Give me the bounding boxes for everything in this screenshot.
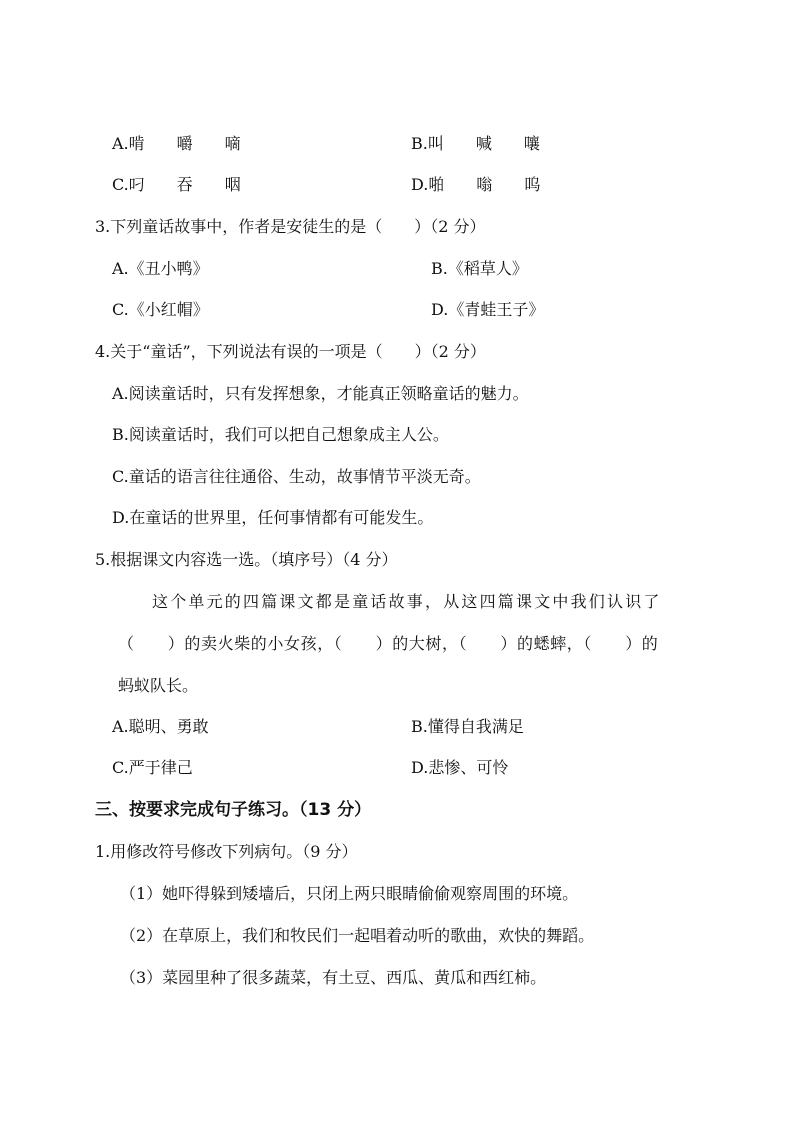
- sentence-2: （2）在草原上，我们和牧民们一起唱着动听的歌曲，欢快的舞蹈。: [120, 926, 595, 945]
- q3-option-c: C.《小红帽》: [112, 300, 209, 319]
- q5-option-a: A.聪明、勇敢: [112, 717, 209, 736]
- q4-stem: 4.关于“童话”，下列说法有误的一项是（ ）（2 分）: [95, 342, 486, 361]
- q5-option-d: D.悲惨、可怜: [411, 758, 509, 777]
- q3-option-b: B.《稻草人》: [431, 259, 528, 278]
- q4-option-c: C.童话的语言往往通俗、生动，故事情节平淡无奇。: [112, 467, 481, 486]
- q5-option-c: C.严于律己: [112, 758, 193, 777]
- q4-option-b: B.阅读童话时，我们可以把自己想象成主人公。: [112, 425, 449, 444]
- section-3-title: 三、按要求完成句子练习。（13 分）: [95, 800, 372, 820]
- q5-paragraph-line-3: 蚂蚁队长。: [118, 676, 199, 695]
- sentence-1: （1）她吓得躲到矮墙后，只闭上两只眼睛偷偷观察周围的环境。: [120, 884, 579, 903]
- q2-option-d: D.啪 嗡 呜: [411, 175, 541, 194]
- q3-option-d: D.《青蛙王子》: [431, 300, 545, 319]
- q3-option-a: A.《丑小鸭》: [112, 259, 209, 278]
- q5-option-b: B.懂得自我满足: [411, 717, 524, 736]
- section-3-q1-stem: 1.用修改符号修改下列病句。（9 分）: [95, 842, 358, 861]
- q5-paragraph-line-2: （ ）的卖火柴的小女孩，（ ）的大树，（ ）的蟋蟀，（ ）的: [118, 634, 659, 653]
- q5-paragraph-line-1: 这个单元的四篇课文都是童话故事，从这四篇课文中我们认识了: [152, 592, 662, 611]
- q2-option-c: C.叼 吞 咽: [112, 175, 241, 194]
- q3-stem: 3.下列童话故事中，作者是安徒生的是（ ）（2 分）: [95, 217, 486, 236]
- q4-option-d: D.在童话的世界里，任何事情都有可能发生。: [112, 508, 434, 527]
- q2-option-b: B.叫 喊 嚷: [411, 134, 540, 153]
- q2-option-a: A.啃 嚼 嘀: [112, 134, 241, 153]
- sentence-3: （3）菜园里种了很多蔬菜，有土豆、西瓜、黄瓜和西红柿。: [120, 968, 547, 987]
- q4-option-a: A.阅读童话时，只有发挥想象，才能真正领略童话的魅力。: [112, 384, 529, 403]
- q5-stem: 5.根据课文内容选一选。（填序号）（4 分）: [95, 550, 398, 569]
